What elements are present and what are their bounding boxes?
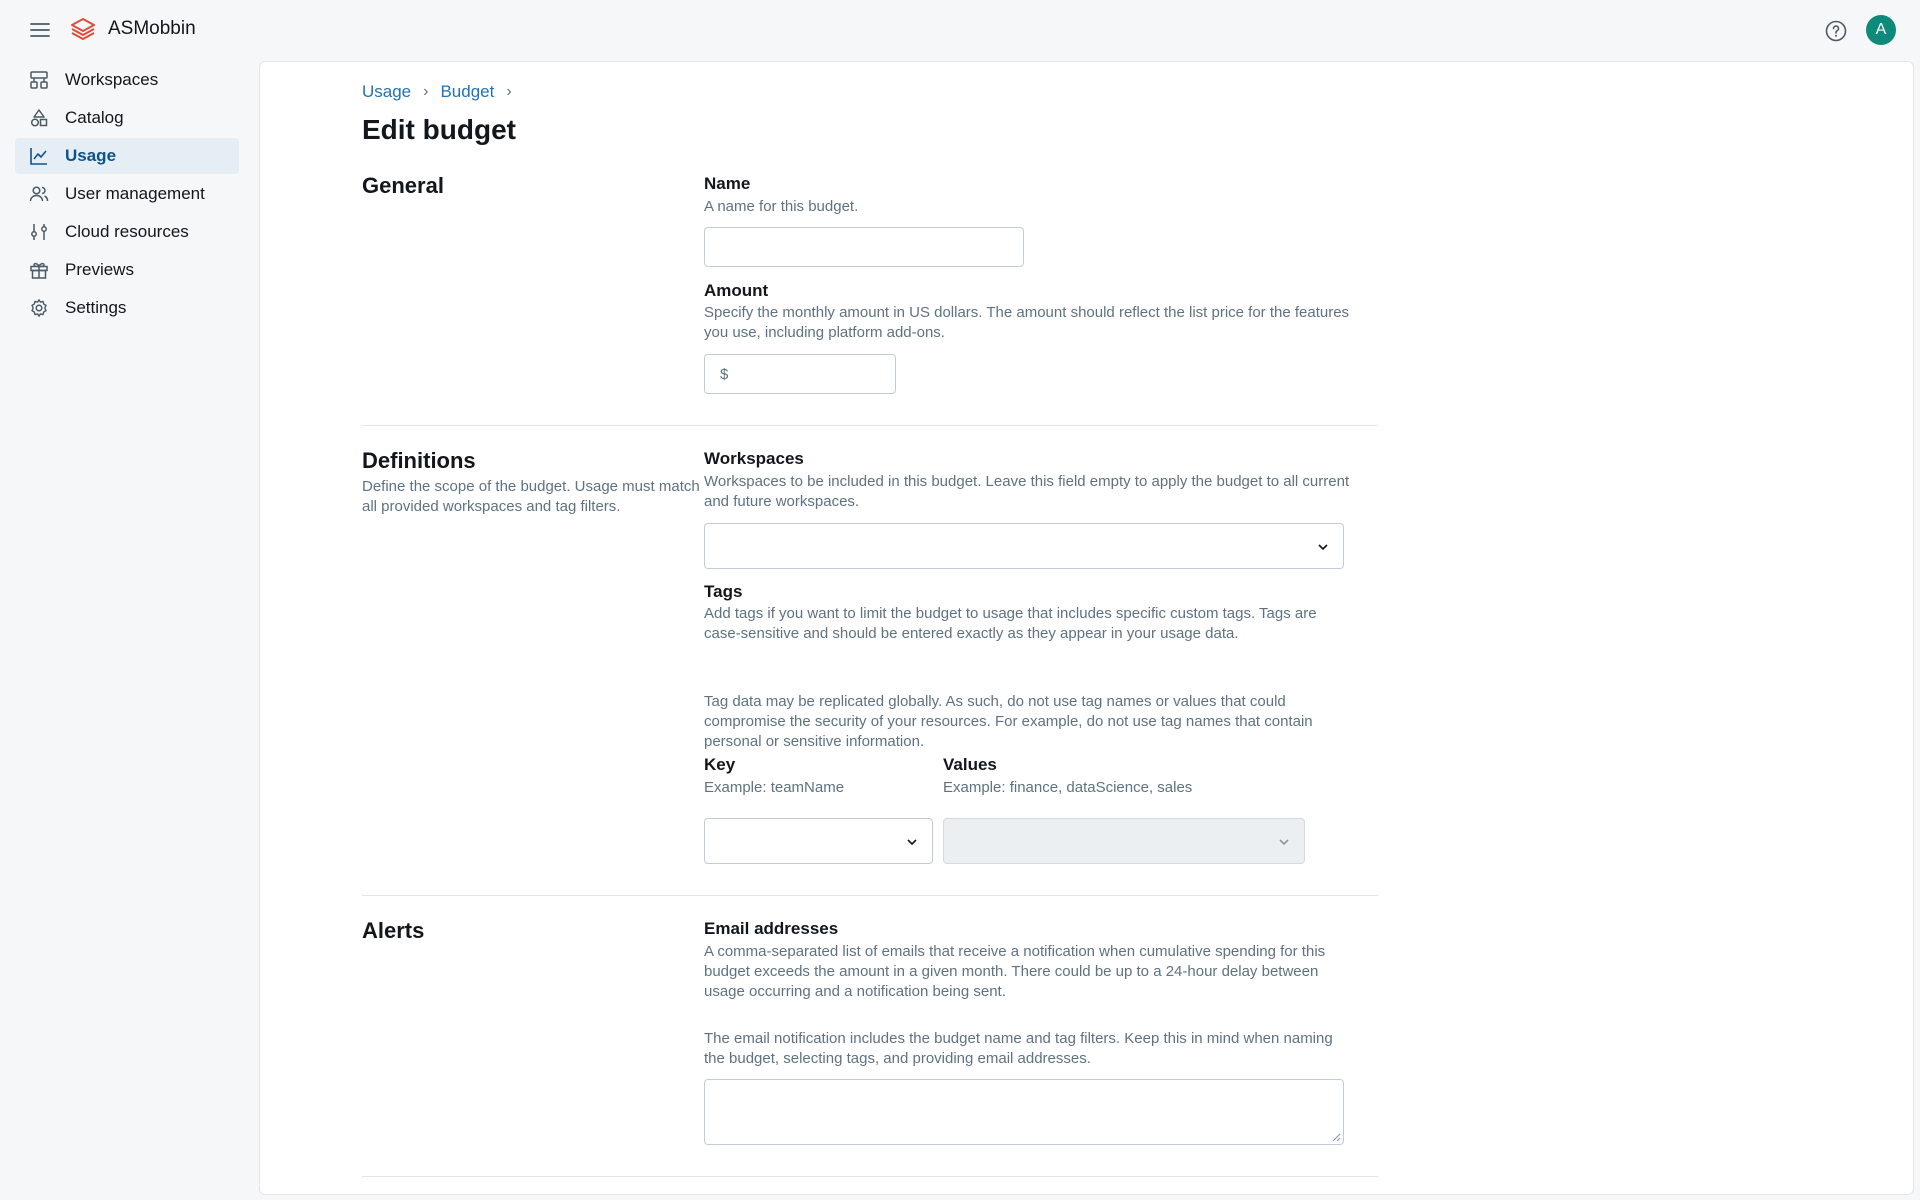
chevron-down-icon bbox=[1315, 539, 1331, 555]
chevron-right-icon: › bbox=[423, 83, 429, 100]
amount-label: Amount bbox=[704, 281, 769, 300]
breadcrumb bbox=[362, 82, 524, 102]
sidebar bbox=[15, 62, 239, 328]
users-icon bbox=[29, 184, 49, 204]
sidebar-item-cloud-resources[interactable] bbox=[15, 214, 239, 250]
tags-help: Add tags if you want to limit the budget to usage that includes specific custom tags. Tags are case-sensitive and should be entered exactly as they appear in your usage data. bbox=[704, 605, 1317, 642]
general-section-title: General bbox=[362, 173, 444, 198]
sidebar-item-previews[interactable] bbox=[15, 252, 239, 288]
sidebar-item-usage[interactable] bbox=[15, 138, 239, 174]
hamburger-menu-icon[interactable] bbox=[28, 18, 52, 42]
name-help: A name for this budget. bbox=[704, 198, 859, 215]
name-label: Name bbox=[704, 174, 751, 193]
email-notification-note: The email notification includes the budget name and tag filters. Keep this in mind when naming the budget, selecting tags, and providing email addresses. bbox=[704, 1030, 1333, 1067]
key-label: Key bbox=[704, 755, 736, 774]
email-addresses-textarea[interactable] bbox=[704, 1079, 1344, 1145]
email-addresses-label: Email addresses bbox=[704, 919, 839, 938]
sidebar-item-label: Cloud resources bbox=[65, 222, 189, 241]
sidebar-item-label: User management bbox=[65, 184, 205, 203]
email-addresses-help: A comma-separated list of emails that receive a notification when cumulative spending for this budget exceeds the amount in a given month. There could be up to a 24-hour delay between usage occurring and a notification being sent. bbox=[704, 943, 1326, 1000]
tags-label: Tags bbox=[704, 582, 743, 601]
page-title: Edit budget bbox=[362, 114, 516, 145]
alerts-section-title: Alerts bbox=[362, 918, 425, 943]
definitions-section-title: Definitions bbox=[362, 448, 476, 473]
key-example: Example: teamName bbox=[704, 779, 845, 796]
gift-icon bbox=[29, 260, 49, 280]
gear-icon bbox=[29, 298, 49, 318]
tag-values-select[interactable] bbox=[943, 818, 1305, 864]
breadcrumb-budget-link[interactable]: Budget bbox=[440, 82, 495, 101]
sidebar-item-settings[interactable] bbox=[15, 290, 239, 326]
name-input[interactable] bbox=[704, 227, 1024, 267]
sidebar-item-label: Catalog bbox=[65, 108, 124, 127]
values-example: Example: finance, dataScience, sales bbox=[943, 779, 1193, 796]
section-divider bbox=[362, 895, 1378, 896]
definitions-description: Define the scope of the budget. Usage must match all provided workspaces and tag filters. bbox=[362, 478, 700, 515]
sidebar-item-workspaces[interactable] bbox=[15, 62, 239, 98]
sidebar-item-catalog[interactable] bbox=[15, 100, 239, 136]
workspaces-select[interactable] bbox=[704, 523, 1344, 569]
dollar-prefix: $ bbox=[720, 366, 729, 383]
sidebar-item-label: Workspaces bbox=[65, 70, 159, 89]
usage-chart-icon bbox=[29, 146, 49, 166]
values-label: Values bbox=[943, 755, 997, 774]
breadcrumb-usage-link[interactable]: Usage bbox=[362, 82, 412, 101]
sidebar-item-label: Usage bbox=[65, 146, 117, 165]
section-divider bbox=[362, 425, 1378, 426]
app-name: ASMobbin bbox=[108, 18, 196, 39]
section-divider bbox=[362, 1176, 1378, 1177]
workspaces-label: Workspaces bbox=[704, 449, 804, 468]
top-bar bbox=[0, 0, 1920, 60]
chevron-right-icon: › bbox=[506, 83, 512, 100]
workspaces-icon bbox=[29, 70, 49, 90]
workspaces-help: Workspaces to be included in this budget. Leave this field empty to apply the budget to all current and future workspaces. bbox=[704, 473, 1350, 510]
app-logo-icon bbox=[70, 17, 96, 43]
chevron-down-icon bbox=[1276, 834, 1292, 850]
tags-warning: Tag data may be replicated globally. As such, do not use tag names or values that could compromise the security of your resources. For example, do not use tag names that contain personal or sensitive information. bbox=[704, 693, 1313, 750]
avatar[interactable]: A bbox=[1866, 15, 1896, 45]
help-icon[interactable] bbox=[1824, 19, 1848, 43]
tag-key-select[interactable] bbox=[704, 818, 933, 864]
resize-handle-icon[interactable] bbox=[1331, 1132, 1341, 1142]
sidebar-item-label: Settings bbox=[65, 298, 127, 317]
chevron-down-icon bbox=[904, 834, 920, 850]
amount-help: Specify the monthly amount in US dollars. The amount should reflect the list price for the features you use, including platform add-ons. bbox=[704, 304, 1350, 341]
main-panel bbox=[259, 61, 1914, 1195]
catalog-icon bbox=[29, 108, 49, 128]
cloud-resources-icon bbox=[29, 222, 49, 242]
sidebar-item-user-management[interactable] bbox=[15, 176, 239, 212]
amount-input[interactable] bbox=[704, 354, 896, 394]
sidebar-item-label: Previews bbox=[65, 260, 134, 279]
